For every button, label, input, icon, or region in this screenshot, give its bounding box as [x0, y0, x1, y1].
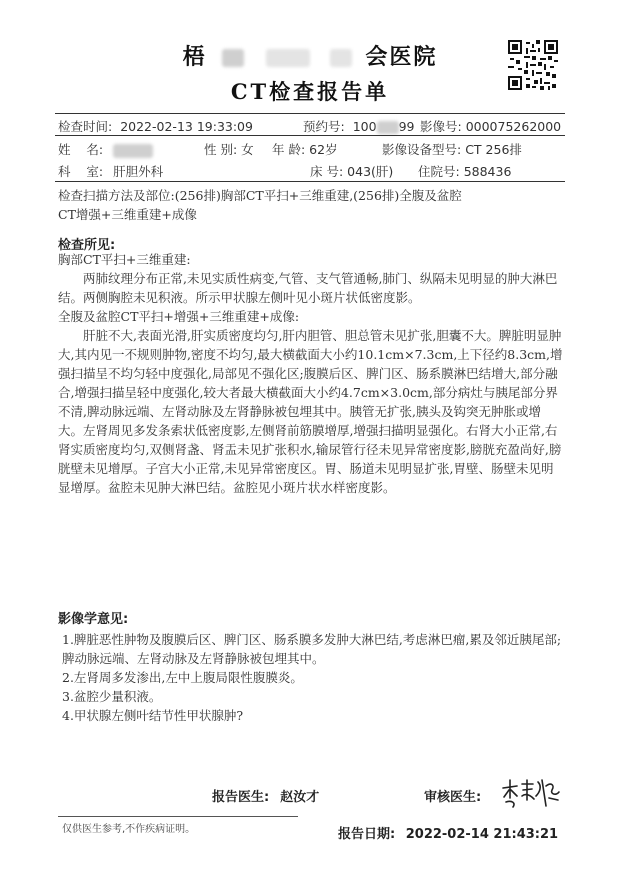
report-date	[338, 823, 558, 842]
scan-method	[58, 186, 564, 224]
department-label: 科 室:	[58, 164, 104, 179]
redacted-block	[377, 121, 399, 134]
report-title: CT检查报告单	[230, 79, 390, 104]
report-doctor-name: 赵汝才	[280, 790, 320, 805]
opinion-item: 1.脾脏恶性肿物及腹膜后区、脾门区、肠系膜多发肿大淋巴结,考虑淋巴瘤,累及邻近胰尾部;脾动脉远端、左肾动脉及左肾静脉被包埋其中。	[62, 632, 562, 666]
age-value: 62岁	[309, 142, 338, 157]
report-date-label: 报告日期:	[338, 827, 396, 842]
exam-time	[58, 117, 253, 135]
opinion-item: 4.甲状腺左侧叶结节性甲状腺肿?	[62, 708, 244, 723]
scan-method-line1: 检查扫描方法及部位:(256排)胸部CT平扫+三维重建,(256排)全腹及盆腔	[58, 188, 462, 203]
exam-time-label: 检查时间:	[58, 119, 113, 134]
findings-body	[58, 250, 564, 497]
review-doctor-label: 审核医生:	[424, 790, 482, 805]
image-number-value: 000075262000	[465, 119, 562, 134]
divider	[55, 135, 565, 136]
device-model	[382, 140, 522, 158]
patient-name-label: 姓 名:	[58, 142, 104, 157]
hospital-name-part2: 会医院	[365, 44, 438, 70]
abdomen-text: 肝脏不大,表面光滑,肝实质密度均匀,肝内胆管、胆总管未见扩张,胆囊不大。脾脏明显肿大,其内见一不规则肿物,密度不均匀,最大横截面大小约10.1cm×7.3cm,上下径约8.3cm,增强扫描呈不均匀轻中度强化,局部见不强化区;腹膜后区、脾门区、肠系膜淋巴结增大,部分融合,增强扫描呈轻中度强化,较大者最大横截面大小约4.7cm×3.0cm,部分病灶与胰尾部分界不清,脾动脉远端、左肾动脉及左肾静脉被包埋其中。胰管无扩张,胰头及钩突无肿胀或增大。左肾周见多发条索状低密度影,左侧肾前筋膜增厚,增强扫描明显强化。右肾大小正常,右肾实质密度均匀,双侧肾盏、肾盂未见扩张积水,输尿管行径未见异常密度影,膀胱充盈尚好,膀胱壁未见增厚。子宫大小正常,未见异常密度区。胃、肠道未见明显扩张,胃壁、肠壁未见明显增厚。盆腔未见肿大淋巴结。盆腔见小斑片状水样密度影。	[58, 328, 563, 495]
hospital-name	[150, 40, 470, 71]
bed-value: 043(肝)	[347, 164, 394, 179]
report-doctor	[212, 786, 319, 805]
gender-label: 性 别:	[204, 142, 238, 157]
department-value: 肝胆外科	[113, 164, 164, 179]
admission-number	[418, 162, 511, 180]
image-number-label: 影像号:	[420, 119, 462, 134]
appointment-prefix: 100	[352, 119, 377, 134]
review-doctor-signature	[500, 776, 562, 810]
chest-text: 两肺纹理分布正常,未见实质性病变,气管、支气管通畅,肺门、纵隔未见明显的肿大淋巴结。两侧胸腔未见积液。所示甲状腺左侧叶见小斑片状低密度影。	[58, 271, 558, 305]
appointment-label: 预约号:	[303, 119, 345, 134]
exam-time-value: 2022-02-13 19:33:09	[120, 119, 253, 134]
opinion-heading: 影像学意见:	[58, 612, 129, 627]
appointment-number	[303, 117, 414, 135]
report-date-value: 2022-02-14 21:43:21	[405, 827, 559, 842]
bed-number	[310, 162, 393, 180]
qr-code-icon	[508, 40, 558, 90]
review-doctor	[424, 786, 481, 805]
redacted-block	[330, 49, 352, 67]
age-label: 年 龄:	[272, 142, 306, 157]
report-doctor-label: 报告医生:	[212, 790, 270, 805]
chest-heading: 胸部CT平扫+三维重建:	[58, 252, 191, 267]
divider	[55, 181, 565, 182]
hospital-name-part1: 梧	[182, 44, 207, 70]
admission-label: 住院号:	[418, 164, 460, 179]
patient-age	[272, 140, 338, 158]
device-value: CT 256排	[465, 142, 522, 157]
opinion-list	[62, 630, 562, 725]
redacted-block	[266, 49, 310, 67]
footer-note: 仅供医生参考,不作疾病证明。	[62, 824, 196, 835]
divider	[55, 113, 565, 114]
redacted-block	[113, 144, 153, 158]
department	[58, 162, 163, 180]
opinion-item: 2.左肾周多发渗出,左中上腹局限性腹膜炎。	[62, 670, 303, 685]
scan-method-line2: CT增强+三维重建+成像	[58, 207, 197, 222]
device-label: 影像设备型号:	[382, 142, 462, 157]
findings-heading: 检查所见:	[58, 238, 116, 253]
opinion-item: 3.盆腔少量积液。	[62, 689, 162, 704]
admission-value: 588436	[463, 164, 512, 179]
footer-divider	[58, 816, 298, 817]
patient-gender	[204, 140, 254, 158]
patient-name	[58, 140, 153, 158]
redacted-block	[222, 49, 244, 67]
appointment-suffix: 99	[398, 119, 415, 134]
gender-value: 女	[241, 142, 254, 157]
image-number	[420, 117, 561, 135]
bed-label: 床 号:	[310, 164, 344, 179]
abdomen-heading: 全腹及盆腔CT平扫+增强+三维重建+成像:	[58, 309, 300, 324]
